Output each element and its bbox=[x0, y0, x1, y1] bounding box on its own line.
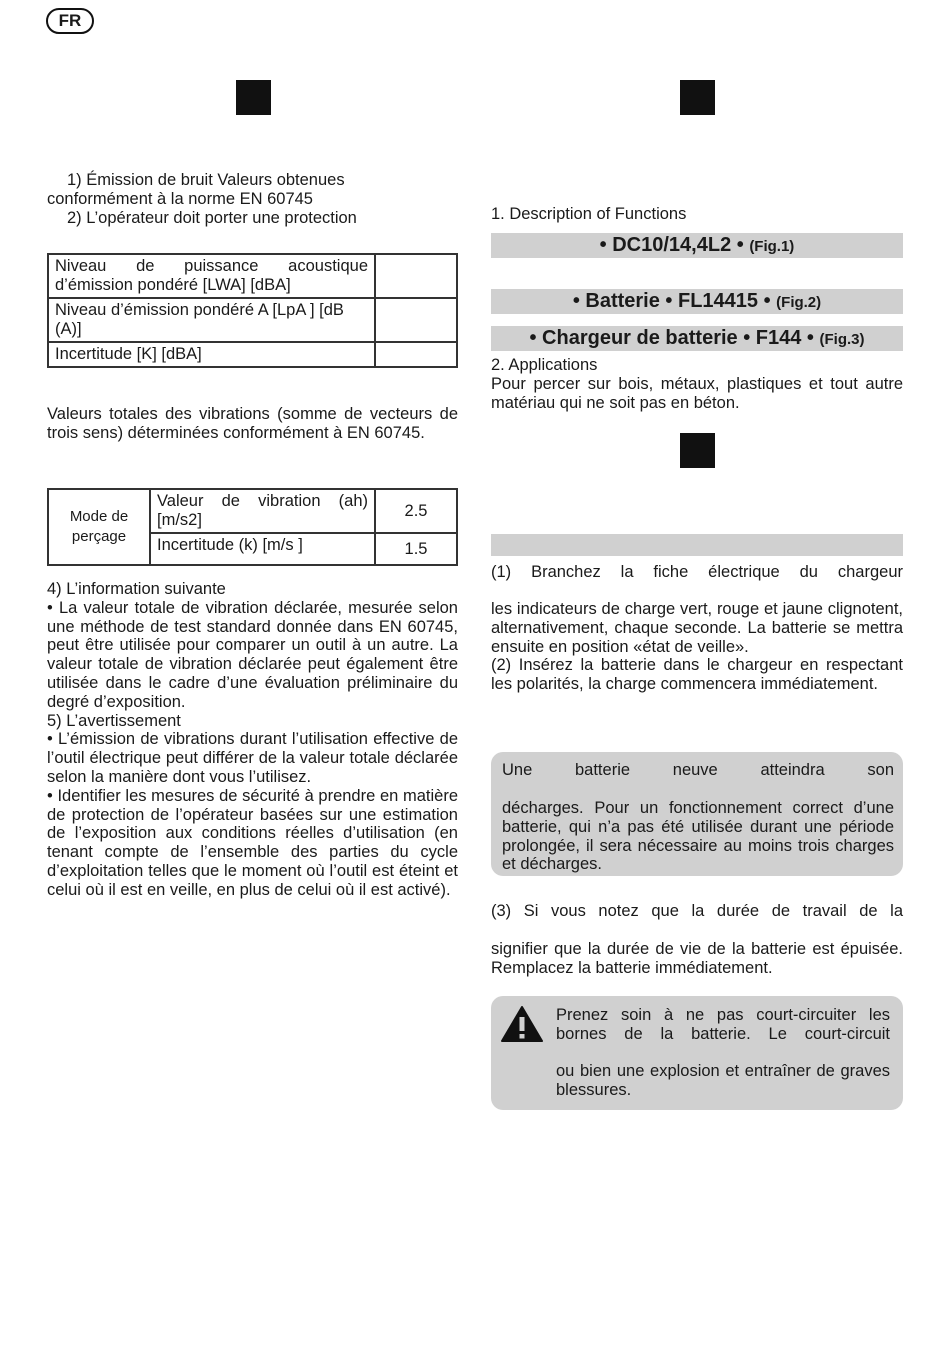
warning-text: • Identifier les mesures de sécurité à prendre en matière de protection de l’opérateur basées sur une estimation de l’exposition aux conditions réelles d’utilisation (en tenant compte de l’ensemble des parties du cycle d’exploitation telles que le moment où l’outil est éteint et celui où il est en veille, en plus de celui où il est activé). bbox=[47, 786, 458, 899]
warning-line: Prenez soin à ne pas court-circuiter les bbox=[556, 1006, 890, 1024]
step2-text: (2) Insérez la batterie dans le chargeur en respectant les polarités, la charge commencera immédiatement. bbox=[491, 656, 903, 694]
info-section bbox=[47, 580, 458, 900]
table-row bbox=[48, 254, 457, 298]
warning-rest: ou bien une explosion et entraîner de graves blessures. bbox=[556, 1062, 890, 1100]
warning-triangle-icon bbox=[500, 1005, 544, 1043]
table-row bbox=[48, 489, 457, 533]
charger-bar bbox=[491, 326, 903, 351]
model-bar bbox=[491, 233, 903, 258]
black-square-marker bbox=[236, 80, 271, 115]
noise-table bbox=[47, 253, 458, 368]
vibration-label: Incertitude (k) [m/s ] bbox=[150, 533, 375, 565]
applications-text: Pour percer sur bois, métaux, plastiques et tout autre matériau qui ne soit pas en béton. bbox=[491, 374, 903, 412]
table-row bbox=[48, 342, 457, 367]
note-line: Une batterie neuve atteindra son bbox=[502, 761, 894, 779]
black-square-marker bbox=[680, 80, 715, 115]
step1-line: (1) Branchez la fiche électrique du chargeur bbox=[491, 563, 903, 581]
black-square-marker bbox=[680, 433, 715, 468]
warning-text: • L’émission de vibrations durant l’utilisation effective de l’outil électrique peut différer de la valeur totale déclarée selon la manière dont vous l’utilisez. bbox=[47, 730, 458, 786]
noise-label: Incertitude [K] [dBA] bbox=[48, 342, 375, 367]
applications-heading: 2. Applications bbox=[491, 356, 598, 374]
vibration-table bbox=[47, 488, 458, 566]
info-heading: 4) L’information suivante bbox=[47, 580, 226, 598]
noise-intro: 1) Émission de bruit Valeurs obtenues conformément à la norme EN 60745 2) L’opérateur doit porter une protection bbox=[47, 171, 357, 227]
functions-heading: 1. Description of Functions bbox=[491, 205, 687, 223]
model-title: • DC10/14,4L2 • bbox=[599, 234, 744, 256]
warning-text-block bbox=[556, 1006, 890, 1100]
applications-section bbox=[491, 356, 903, 412]
vibration-value: 1.5 bbox=[375, 533, 457, 565]
language-badge: FR bbox=[46, 8, 94, 34]
vibration-value: 2.5 bbox=[375, 489, 457, 533]
figure-ref: (Fig.1) bbox=[749, 238, 795, 255]
warning-line: bornes de la batterie. Le court-circuit bbox=[556, 1024, 890, 1043]
noise-value bbox=[375, 342, 457, 367]
noise-label: Niveau d’émission pondéré A [LpA ] [dB (A)] bbox=[48, 298, 375, 342]
figure-ref: (Fig.2) bbox=[776, 294, 822, 311]
noise-label: Niveau de puissance acoustique d’émission pondéré [LWA] [dBA] bbox=[48, 254, 375, 298]
charging-steps bbox=[491, 600, 903, 694]
vibration-intro: Valeurs totales des vibrations (somme de vecteurs de trois sens) déterminées conformément à EN 60745. bbox=[47, 405, 458, 442]
vibration-label: Valeur de vibration (ah) [m/s2] bbox=[150, 489, 375, 533]
figure-ref: (Fig.3) bbox=[819, 331, 865, 348]
step3-text: signifier que la durée de vie de la batterie est épuisée. Remplacez la batterie immédiatement. bbox=[491, 940, 903, 977]
warning-heading: 5) L’avertissement bbox=[47, 711, 181, 730]
noise-value bbox=[375, 254, 457, 298]
note-text: décharges. Pour un fonctionnement correct d’une batterie, qui n’a pas été utilisée durant une période prolongée, il sera nécessaire au moins trois charges et décharges. bbox=[502, 799, 894, 874]
battery-bar bbox=[491, 289, 903, 314]
table-row bbox=[48, 298, 457, 342]
section-bar bbox=[491, 534, 903, 556]
info-text: • La valeur totale de vibration déclarée, mesurée selon une méthode de test standard donnée dans EN 60745, peut être utilisée pour comparer un outil à un autre. La valeur totale de vibration déclarée peut également être utilisée dans le cadre d’une évaluation préliminaire du degré d’exposition. bbox=[47, 598, 458, 711]
charger-title: • Chargeur de batterie • F144 • bbox=[529, 327, 814, 349]
step3-line: (3) Si vous notez que la durée de travail de la bbox=[491, 902, 903, 920]
mode-label: Mode de perçage bbox=[48, 489, 150, 565]
noise-value bbox=[375, 298, 457, 342]
battery-title: • Batterie • FL14415 • bbox=[572, 290, 771, 312]
step1-text: les indicateurs de charge vert, rouge et jaune clignotent, alternativement, chaque seconde. La batterie se mettra ensuite en position «état de veille». bbox=[491, 600, 903, 656]
